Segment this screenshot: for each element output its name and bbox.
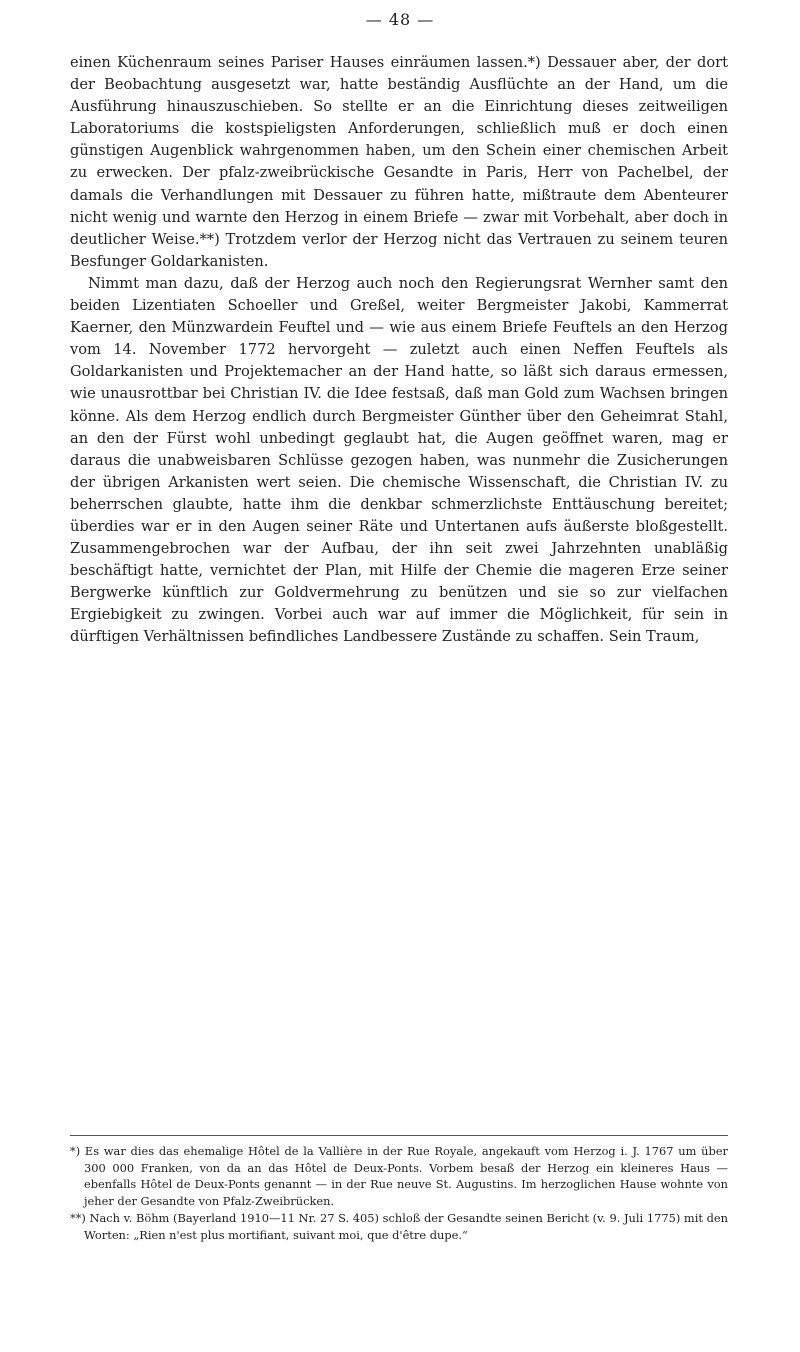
footnotes [70, 1143, 728, 1244]
main-text [70, 52, 728, 649]
footnote: **) Nach v. Böhm (Bayerland 1910—11 Nr. 27 S. 405) schloß der Gesandte seinen Bericht (v. 9. Juli 1775) mit den Worten: „Rien n'est plus mortifiant, suivant moi, que d'être dupe.“ [70, 1211, 728, 1242]
footnote: *) Es war dies das ehemalige Hôtel de la Vallière in der Rue Royale, angekauft vom Herzog i. J. 1767 um über 300 000 Franken, von da an das Hôtel de Deux-Ponts. Vorbem besaß der Herzog ein kleineres Haus — ebenfalls Hôtel de Deux-Ponts genannt — in der Rue neuve St. Augustins. Im herzoglichen Hause wohnte von jeher der Gesandte von Pfalz-Zweibrücken. [70, 1144, 728, 1208]
page-number: — 48 — [365, 10, 435, 29]
paragraph: Nimmt man dazu, daß der Herzog auch noch den Regierungsrat Wernher samt den beiden Lizentiaten Schoeller und Greßel, weiter Bergmeister Jakobi, Kammerrat Kaerner, den Münzwardein Feuftel und — wie aus einem Briefe Feuftels an den Herzog vom 14. November 1772 hervorgeht — zuletzt auch einen Neffen Feuftels als Goldarkanisten und Projektemacher an der Hand hatte, so läßt sich daraus ermessen, wie unausrottbar bei Christian IV. die Idee festsaß, daß man Gold zum Wachsen bringen könne. Als dem Herzog endlich durch Bergmeister Günther über den Geheimrat Stahl, an den der Fürst wohl unbedingt geglaubt hat, die Augen geöffnet waren, mag er daraus die unabweisbaren Schlüsse gezogen haben, was nunmehr die Zusicherungen der übrigen Arkanisten wert seien. Die chemische Wissenschaft, die Christian IV. zu beherrschen glaubte, hatte ihm die denkbar schmerzlichste Enttäuschung bereitet; überdies war er in den Augen seiner Räte und Untertanen aufs äußerste bloßgestellt. Zusammengebrochen war der Aufbau, der ihn seit zwei Jahrzehnten unabläßig beschäftigt hatte, vernichtet der Plan, mit Hilfe der Chemie die mageren Erze seiner Bergwerke künftlich zur Goldvermehrung zu benützen und sie so zur vielfachen Ergiebigkeit zu zwingen. Vorbei auch war auf immer die Möglichkeit, für sein in dürftigen Verhältnissen befindliches Landbessere Zustände zu schaffen. Sein Traum, [70, 274, 728, 646]
footnote-divider [70, 1135, 728, 1136]
paragraph: einen Küchenraum seines Pariser Hauses einräumen lassen.*) Dessauer aber, der dort der Beobachtung ausgesetzt war, hatte beständig Ausflüchte an der Hand, um die Ausführung hinauszuschieben. So stellte er an die Einrichtung dieses zeitweiligen Laboratoriums die kostspieligsten Anforderungen, schließlich muß er doch einen günstigen Augenblick wahrgenommen haben, um den Schein einer chemischen Arbeit zu erwecken. Der pfalz-zweibrückische Gesandte in Paris, Herr von Pachelbel, der damals die Verhandlungen mit Dessauer zu führen hatte, mißtraute dem Abenteurer nicht wenig und warnte den Herzog in einem Briefe — zwar mit Vorbehalt, aber doch in deutlicher Weise.**) Trotzdem verlor der Herzog nicht das Vertrauen zu seinem teuren Besfunger Goldarkanisten. [70, 54, 728, 270]
